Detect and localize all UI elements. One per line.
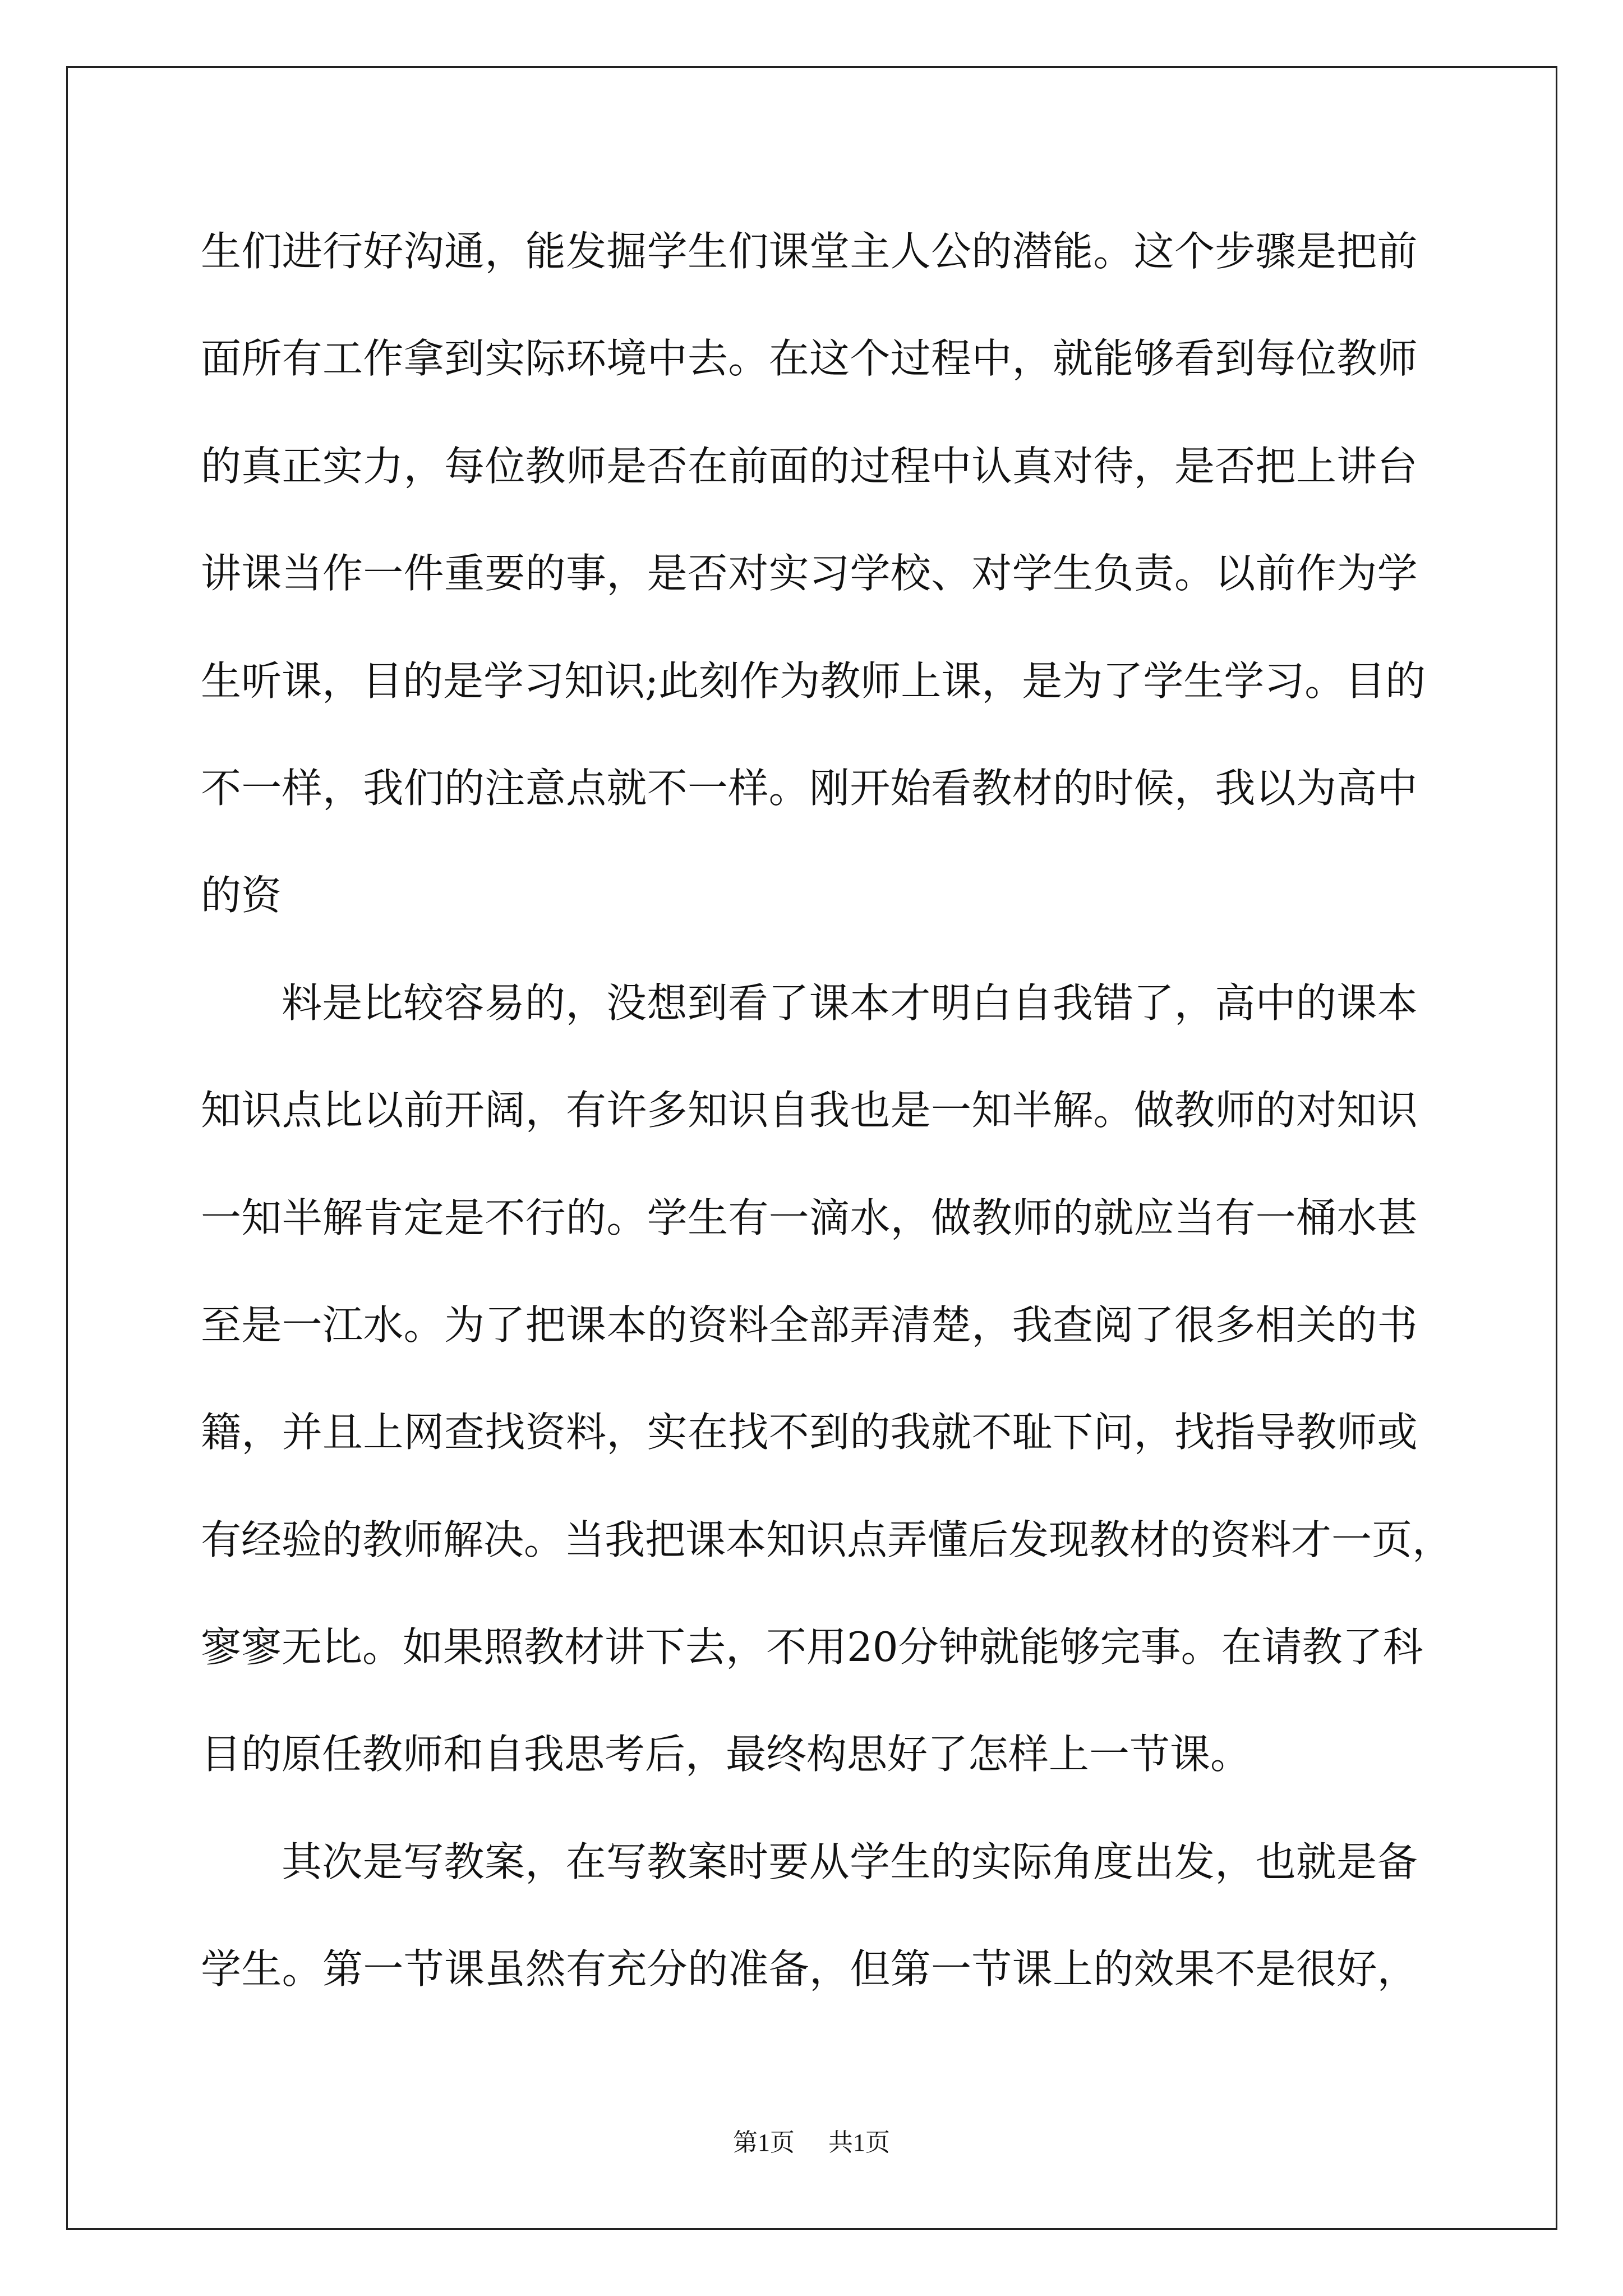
text-line <box>201 520 1418 627</box>
text-line <box>201 1272 1418 1379</box>
text-line <box>201 413 1418 520</box>
text-line-content: 籍，并且上网查找资料，实在找不到的我就不耻下问，找指导教师或 <box>201 1409 1418 1456</box>
text-line <box>201 1916 1418 2023</box>
text-line <box>201 1701 1418 1808</box>
text-line <box>201 628 1426 735</box>
text-line-content: 讲课当作一件重要的事，是否对实习学校、对学生负责。以前作为学 <box>201 550 1418 597</box>
paragraph-first-line <box>201 1809 1418 1916</box>
text-line <box>201 1165 1418 1272</box>
page-total: 共1页 <box>828 2129 890 2156</box>
text-line <box>201 1487 1453 1594</box>
text-line <box>201 842 1418 949</box>
text-line <box>201 1379 1418 1486</box>
text-line-content: 的真正实力，每位教师是否在前面的过程中认真对待，是否把上讲台 <box>201 442 1418 490</box>
text-line-content: 不一样，我们的注意点就不一样。刚开始看教材的时候，我以为高中 <box>201 764 1418 812</box>
text-line-content: 学生。第一节课虽然有充分的准备，但第一节课上的效果不是很好， <box>201 1945 1418 1993</box>
paragraph-first-line <box>201 950 1418 1057</box>
text-line-content: 料是比较容易的，没想到看了课本才明白自我错了，高中的课本 <box>282 979 1418 1027</box>
text-line-content: 知识点比以前开阔，有许多知识自我也是一知半解。做教师的对知识 <box>201 1087 1418 1134</box>
text-line-content: 的资 <box>201 872 282 919</box>
text-line-content: 面所有工作拿到实际环境中去。在这个过程中，就能够看到每位教师 <box>201 335 1418 383</box>
text-line <box>201 1057 1418 1164</box>
text-line-content: 寥寥无比。如果照教材讲下去，不用20分钟就能够完事。在请教了科 <box>201 1623 1423 1671</box>
text-line <box>201 735 1418 842</box>
text-line <box>201 1594 1423 1701</box>
text-line-content: 至是一江水。为了把课本的资料全部弄清楚，我查阅了很多相关的书 <box>201 1301 1418 1349</box>
page-footer <box>0 2126 1623 2160</box>
text-line-content: 生们进行好沟通，能发掘学生们课堂主人公的潜能。这个步骤是把前 <box>201 228 1418 275</box>
text-line-content: 目的原任教师和自我思考后，最终构思好了怎样上一节课。 <box>201 1731 1251 1778</box>
page-number: 第1页 <box>733 2129 795 2156</box>
text-line-content: 有经验的教师解决。当我把课本知识点弄懂后发现教材的资料才一页， <box>201 1516 1453 1563</box>
text-line <box>201 305 1418 412</box>
text-line-content: 其次是写教案，在写教案时要从学生的实际角度出发，也就是备 <box>282 1838 1418 1885</box>
document-body <box>201 198 1453 2023</box>
text-line <box>201 198 1418 305</box>
text-line-content: 生听课，目的是学习知识;此刻作为教师上课，是为了学生学习。目的 <box>201 657 1426 705</box>
text-line-content: 一知半解肯定是不行的。学生有一滴水，做教师的就应当有一桶水甚 <box>201 1194 1418 1241</box>
